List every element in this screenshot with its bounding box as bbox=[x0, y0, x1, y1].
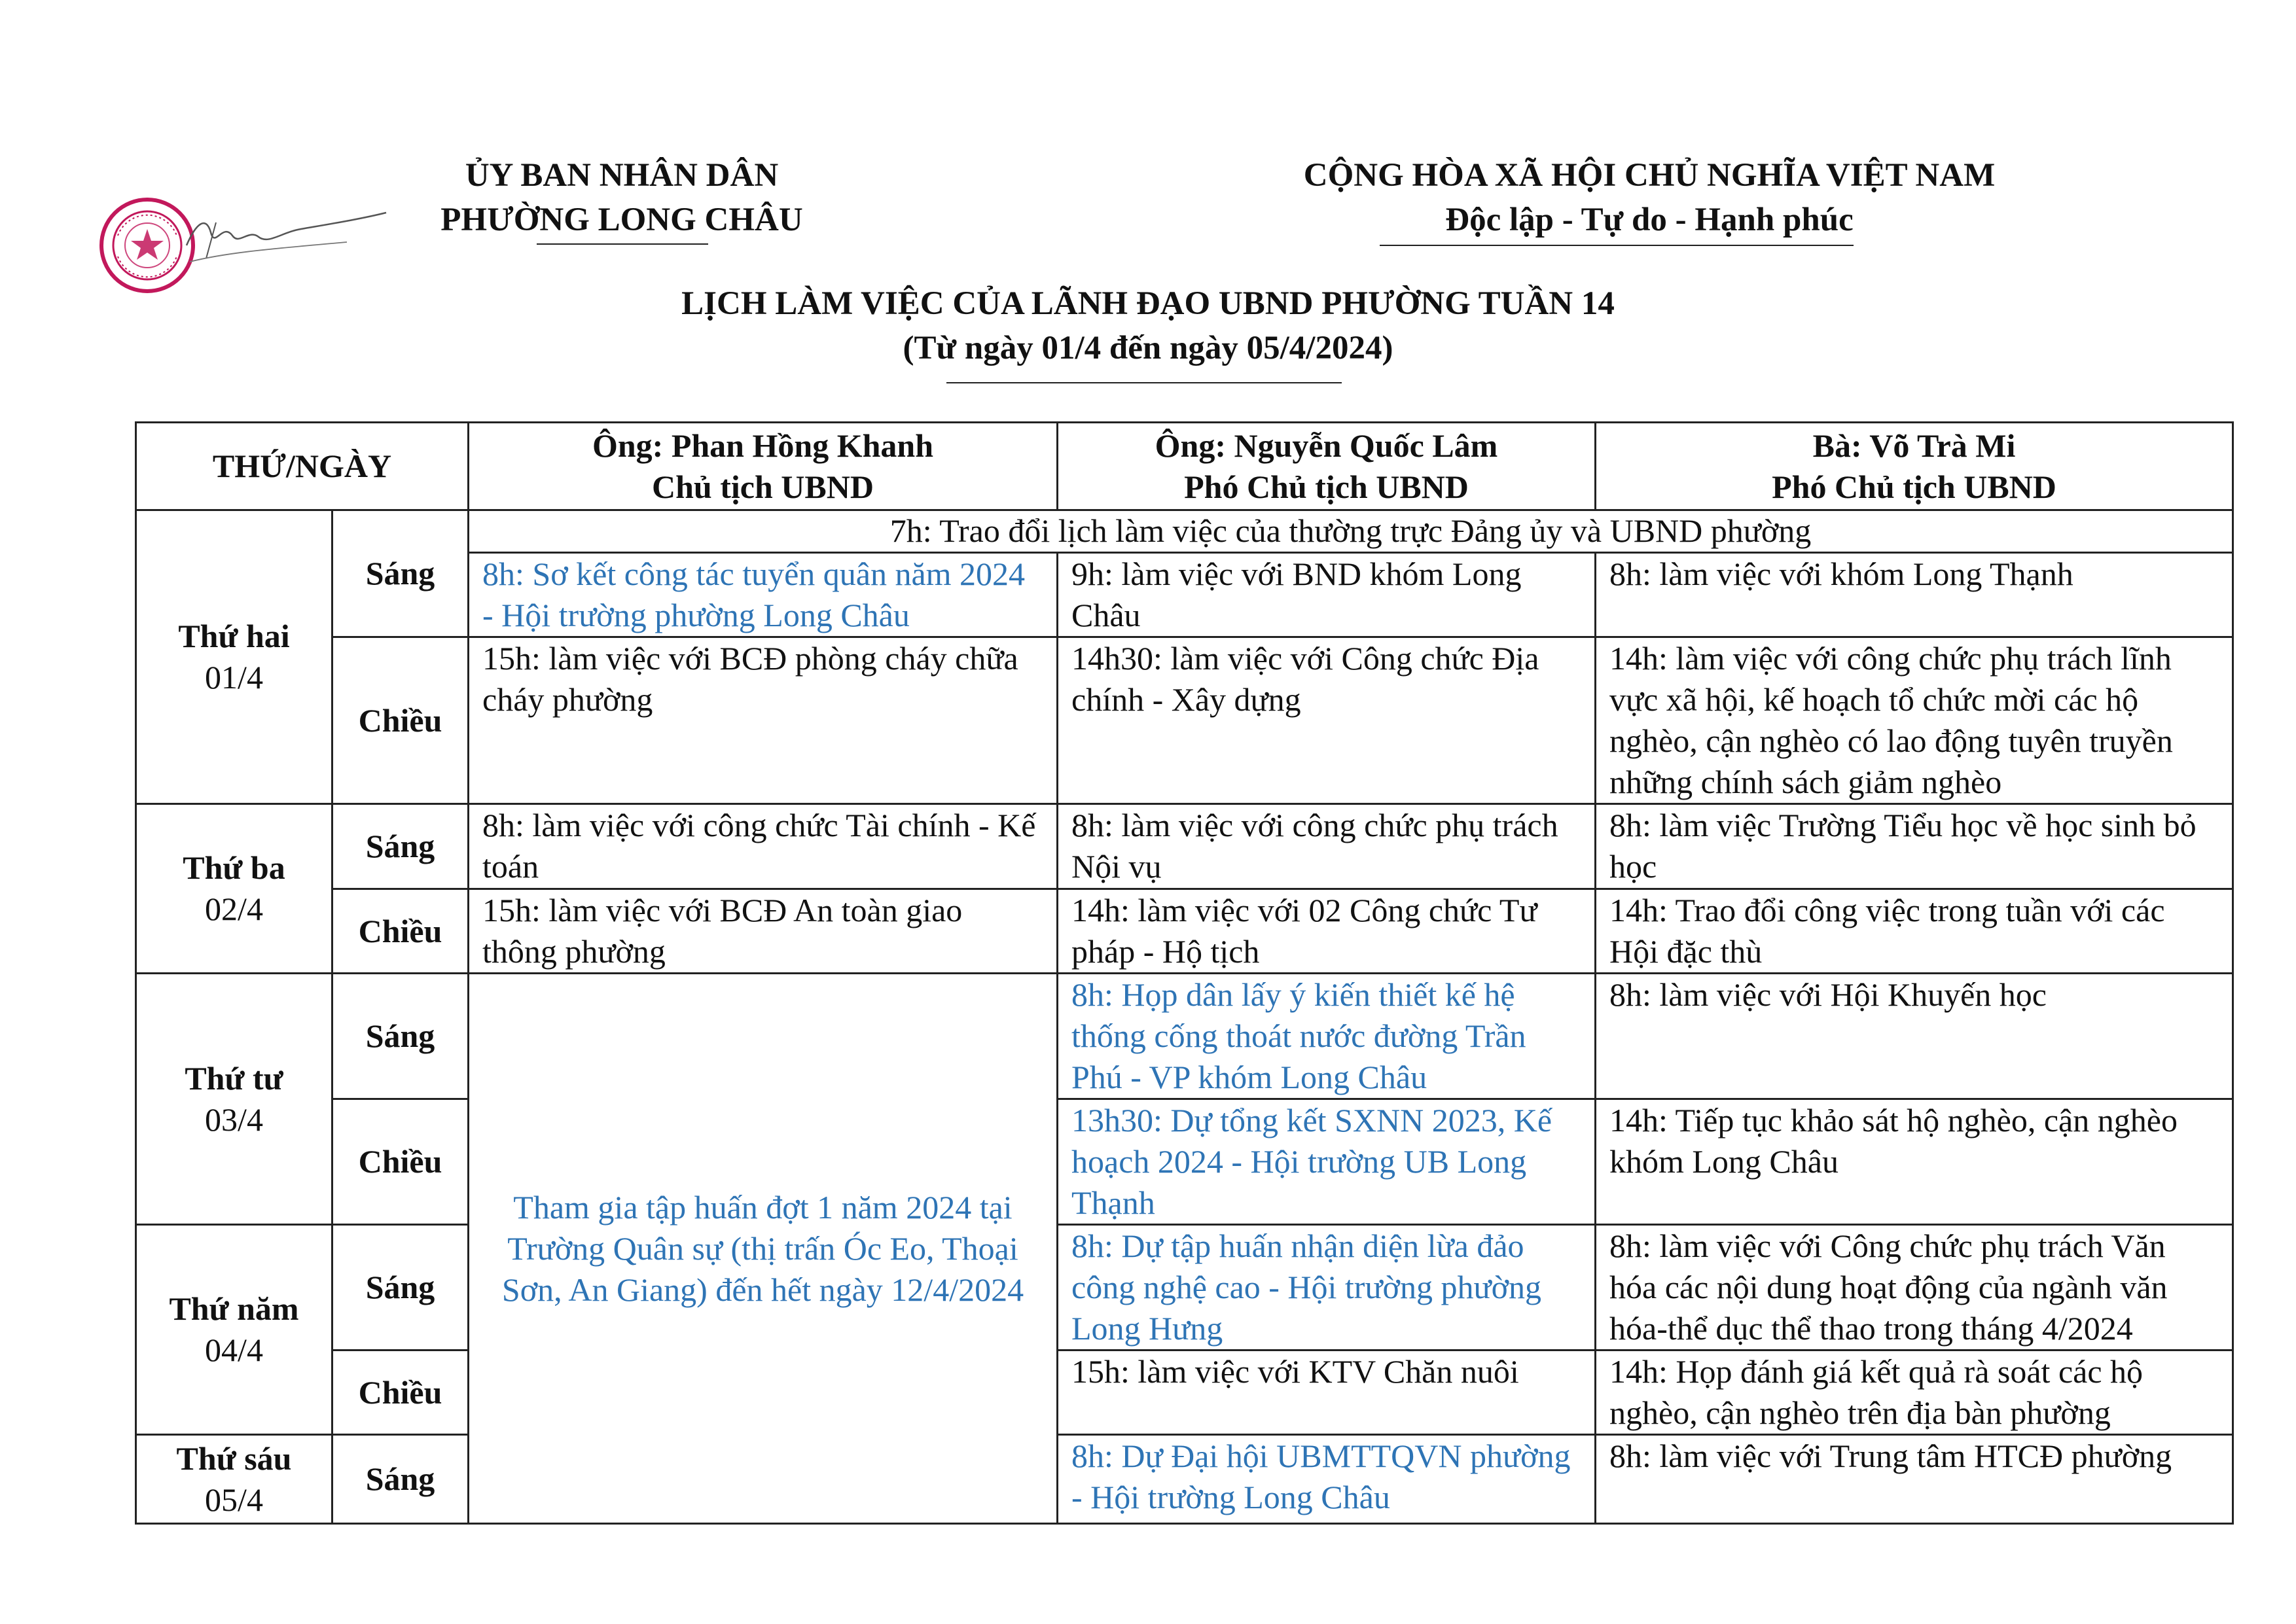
session-afternoon: Chiều bbox=[332, 637, 469, 804]
day-name: Thứ năm bbox=[169, 1290, 299, 1327]
table-header-row bbox=[136, 423, 2233, 510]
task-cell: 14h: làm việc với 02 Công chức Tư pháp - Hộ tịch bbox=[1058, 889, 1596, 974]
motto-underline bbox=[1380, 245, 1854, 246]
day-name: Thứ hai bbox=[178, 618, 290, 654]
session-morning: Sáng bbox=[332, 804, 469, 889]
day-cell-fri bbox=[136, 1435, 332, 1524]
task-cell: 8h: Dự tập huấn nhận diện lừa đảo công nghệ cao - Hội trường phường Long Hưng bbox=[1058, 1225, 1596, 1350]
leader-1-role: Chủ tịch UBND bbox=[652, 468, 874, 505]
day-date: 02/4 bbox=[205, 891, 263, 927]
task-cell: 15h: làm việc với KTV Chăn nuôi bbox=[1058, 1350, 1596, 1435]
task-cell: 8h: Sơ kết công tác tuyển quân năm 2024 - Hội trường phường Long Châu bbox=[469, 553, 1058, 637]
day-name: Thứ ba bbox=[183, 849, 285, 886]
task-cell: 8h: Dự Đại hội UBMTTQVN phường - Hội trường Long Châu bbox=[1058, 1435, 1596, 1524]
session-morning: Sáng bbox=[332, 1435, 469, 1524]
leader-3-name: Bà: Võ Trà Mi bbox=[1812, 427, 2016, 464]
task-cell: 8h: làm việc với công chức Tài chính - Kế toán bbox=[469, 804, 1058, 889]
task-cell: 8h: làm việc với khóm Long Thạnh bbox=[1596, 553, 2233, 637]
schedule-table bbox=[135, 421, 2234, 1525]
org-underline bbox=[537, 243, 708, 245]
task-cell: 14h30: làm việc với Công chức Địa chính - Xây dựng bbox=[1058, 637, 1596, 804]
session-afternoon: Chiều bbox=[332, 889, 469, 974]
task-cell: 14h: Tiếp tục khảo sát hộ nghèo, cận nghèo khóm Long Châu bbox=[1596, 1099, 2233, 1225]
task-cell: 14h: Trao đổi công việc trong tuần với các Hội đặc thù bbox=[1596, 889, 2233, 974]
nation-title: CỘNG HÒA XÃ HỘI CHỦ NGHĨA VIỆT NAM bbox=[1303, 157, 1996, 194]
table-row bbox=[136, 804, 2233, 889]
task-cell: 8h: làm việc Trường Tiểu học về học sinh bỏ học bbox=[1596, 804, 2233, 889]
table-row bbox=[136, 637, 2233, 804]
col-header-leader-2 bbox=[1058, 423, 1596, 510]
title-underline bbox=[946, 382, 1342, 383]
table-row bbox=[136, 974, 2233, 1099]
leader-1-name: Ông: Phan Hồng Khanh bbox=[592, 427, 934, 464]
session-afternoon: Chiều bbox=[332, 1099, 469, 1225]
table-row bbox=[136, 1225, 2233, 1350]
session-afternoon: Chiều bbox=[332, 1350, 469, 1435]
day-name: Thứ tư bbox=[185, 1059, 283, 1097]
table-row bbox=[136, 1350, 2233, 1435]
day-name: Thứ sáu bbox=[176, 1439, 292, 1477]
table-row bbox=[136, 889, 2233, 974]
task-cell: 14h: Họp đánh giá kết quả rà soát các hộ nghèo, cận nghèo trên địa bàn phường bbox=[1596, 1350, 2233, 1435]
day-cell-thu bbox=[136, 1225, 332, 1435]
day-date: 03/4 bbox=[205, 1101, 263, 1138]
task-cell: 8h: làm việc với Hội Khuyến học bbox=[1596, 974, 2233, 1099]
day-date: 05/4 bbox=[205, 1481, 263, 1518]
page-title: LỊCH LÀM VIỆC CỦA LÃNH ĐẠO UBND PHƯỜNG TUẦN 14 bbox=[681, 285, 1615, 322]
leader-2-name: Ông: Nguyễn Quốc Lâm bbox=[1155, 427, 1498, 464]
table-row bbox=[136, 510, 2233, 553]
session-morning: Sáng bbox=[332, 1225, 469, 1350]
col-header-leader-3 bbox=[1596, 423, 2233, 510]
signature-icon bbox=[177, 196, 393, 275]
org-name-line2: PHƯỜNG LONG CHÂU bbox=[440, 202, 803, 238]
task-cell: 14h: làm việc với công chức phụ trách lĩnh vực xã hội, kế hoạch tổ chức mời các hộ nghèo, cận nghèo có lao động tuyên truyền những chính sách giảm nghèo bbox=[1596, 637, 2233, 804]
day-cell-wed bbox=[136, 974, 332, 1225]
leader-3-role: Phó Chủ tịch UBND bbox=[1772, 468, 2056, 505]
page-subtitle: (Từ ngày 01/4 đến ngày 05/4/2024) bbox=[903, 330, 1393, 366]
task-cell: 15h: làm việc với BCĐ phòng cháy chữa cháy phường bbox=[469, 637, 1058, 804]
session-morning: Sáng bbox=[332, 974, 469, 1099]
day-cell-mon bbox=[136, 510, 332, 804]
task-cell: 8h: làm việc với công chức phụ trách Nội vụ bbox=[1058, 804, 1596, 889]
day-cell-tue bbox=[136, 804, 332, 974]
col-header-leader-1 bbox=[469, 423, 1058, 510]
task-cell: 8h: Họp dân lấy ý kiến thiết kế hệ thống cống thoát nước đường Trần Phú - VP khóm Long Châu bbox=[1058, 974, 1596, 1099]
table-row bbox=[136, 1435, 2233, 1524]
task-cell: 15h: làm việc với BCĐ An toàn giao thông phường bbox=[469, 889, 1058, 974]
session-morning: Sáng bbox=[332, 510, 469, 637]
day-date: 01/4 bbox=[205, 659, 263, 696]
training-merged-cell: Tham gia tập huấn đợt 1 năm 2024 tại Trường Quân sự (thị trấn Óc Eo, Thoại Sơn, An Giang) đến hết ngày 12/4/2024 bbox=[469, 974, 1058, 1524]
nation-motto: Độc lập - Tự do - Hạnh phúc bbox=[1445, 202, 1854, 238]
shared-task-cell: 7h: Trao đổi lịch làm việc của thường trực Đảng ủy và UBND phường bbox=[469, 510, 2233, 553]
org-name-line1: ỦY BAN NHÂN DÂN bbox=[465, 157, 779, 194]
task-cell: 8h: làm việc với Trung tâm HTCĐ phường bbox=[1596, 1435, 2233, 1524]
task-cell: 8h: làm việc với Công chức phụ trách Văn hóa các nội dung hoạt động của ngành văn hóa-thể dục thể thao trong tháng 4/2024 bbox=[1596, 1225, 2233, 1350]
leader-2-role: Phó Chủ tịch UBND bbox=[1184, 468, 1469, 505]
day-date: 04/4 bbox=[205, 1332, 263, 1368]
task-cell: 13h30: Dự tổng kết SXNN 2023, Kế hoạch 2024 - Hội trường UB Long Thạnh bbox=[1058, 1099, 1596, 1225]
task-cell: 9h: làm việc với BND khóm Long Châu bbox=[1058, 553, 1596, 637]
col-header-day: THỨ/NGÀY bbox=[136, 423, 469, 510]
table-row bbox=[136, 1099, 2233, 1225]
